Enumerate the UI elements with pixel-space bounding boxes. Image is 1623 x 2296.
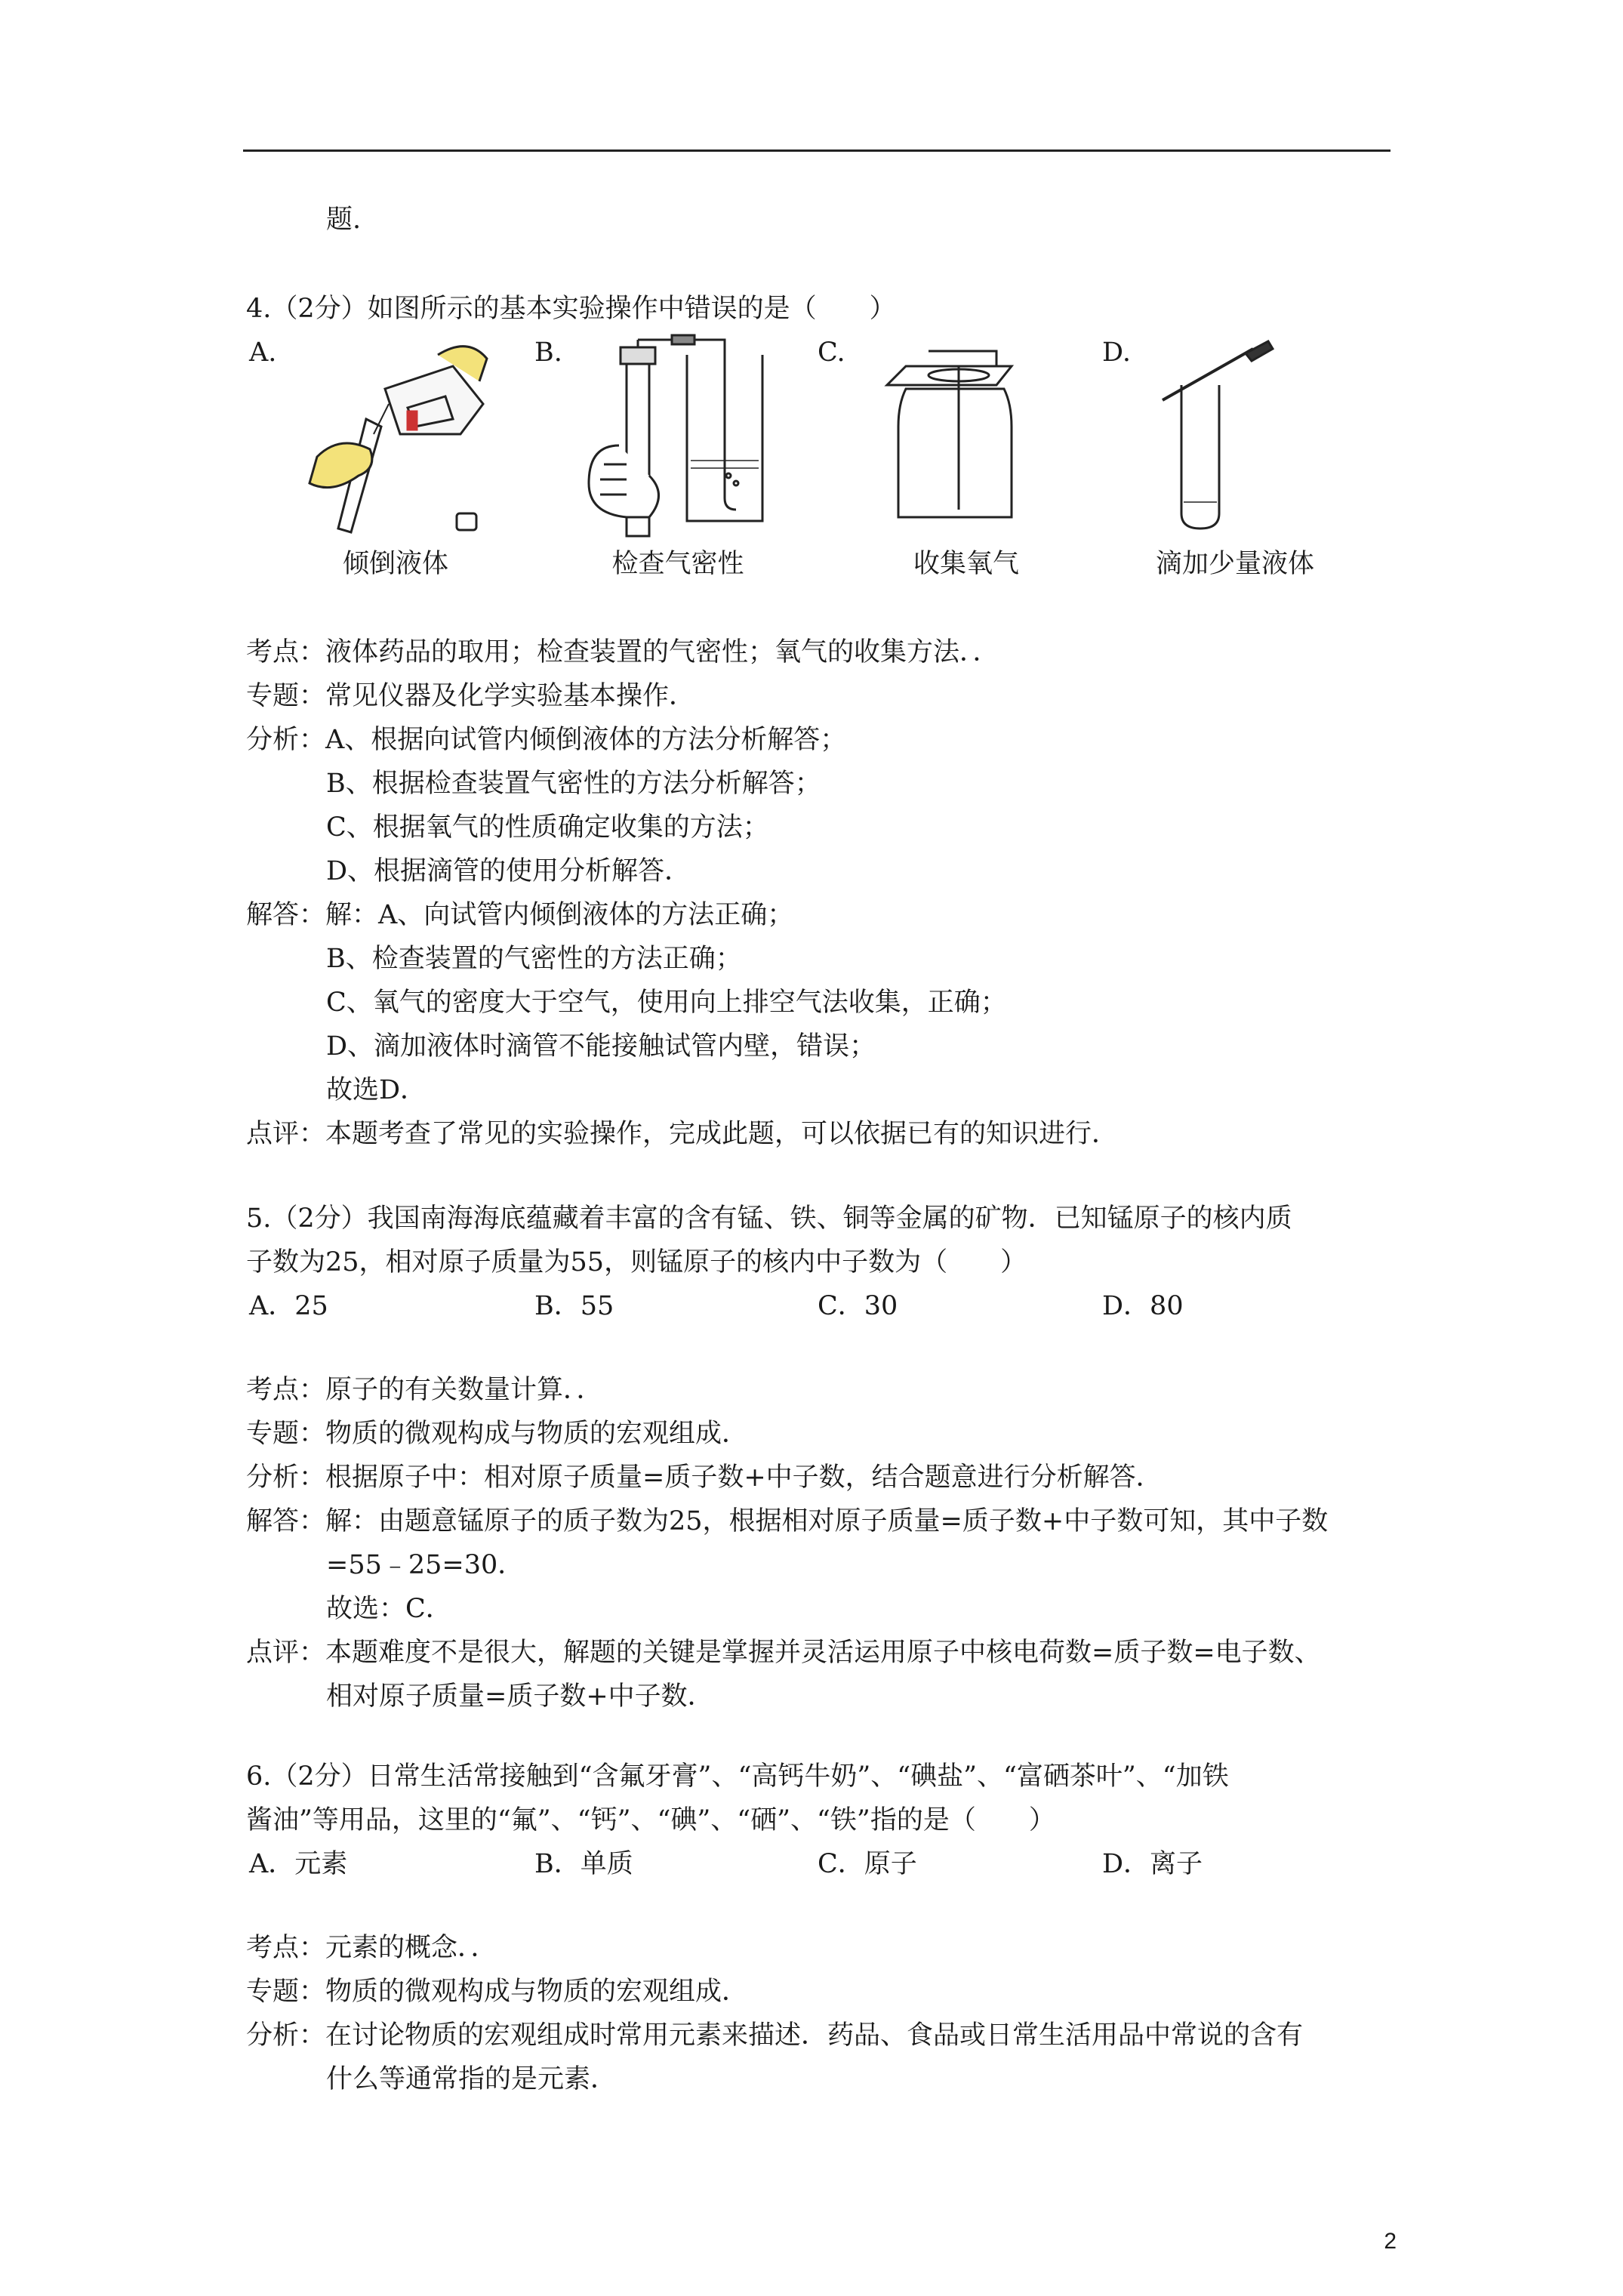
- q4-jieda-line-3: C、氧气的密度大于空气，使用向上排空气法收集，正确；: [326, 988, 1007, 1018]
- q4-jieda-line-2: B、检查装置的气密性的方法正确；: [326, 944, 742, 974]
- q4-caption-b: 检查气密性: [611, 549, 744, 579]
- q6-fenxi-line-2: 什么等通常指的是元素．: [326, 2064, 617, 2094]
- q6-option-a: A．元素: [249, 1849, 348, 1879]
- q4-fenxi-line-1: 分析：A、根据向试管内倾倒液体的方法分析解答；: [246, 725, 847, 755]
- header-rule: [243, 149, 1390, 152]
- q4-zhuanti: 专题：常见仪器及化学实验基本操作．: [246, 681, 696, 711]
- q4-option-d-letter: D.: [1102, 337, 1131, 368]
- q4-fenxi-line-4: D、根据滴管的使用分析解答．: [326, 856, 691, 886]
- q5-jieda-line-2: =55﹣25=30．: [326, 1550, 525, 1580]
- q5-option-a: A．25: [249, 1291, 328, 1321]
- page-number: 2: [1384, 2229, 1397, 2254]
- q4-caption-d: 滴加少量液体: [1155, 549, 1314, 579]
- dropper-figure: [1140, 340, 1291, 536]
- q6-zhuanti: 专题：物质的微观构成与物质的宏观组成．: [246, 1977, 749, 2007]
- q4-jieda-line-4: D、滴加液体时滴管不能接触试管内壁，错误；: [326, 1031, 876, 1062]
- q6-kaodian: 考点：元素的概念．．: [246, 1933, 497, 1963]
- q4-kaodian: 考点：液体药品的取用；检查装置的气密性；氧气的收集方法．．: [246, 637, 999, 667]
- q6-option-b: B．单质: [534, 1849, 633, 1879]
- q4-jieda-line-5: 故选D．: [326, 1075, 427, 1105]
- q5-dianping-line-1: 点评：本题难度不是很大，解题的关键是掌握并灵活运用原子中核电荷数=质子数=电子数、: [246, 1638, 1321, 1668]
- q5-jieda-line-3: 故选：C．: [326, 1594, 452, 1624]
- q5-stem-line-2: 子数为25，相对原子质量为55，则锰原子的核内中子数为（ ）: [246, 1247, 1027, 1277]
- q5-option-d: D．80: [1102, 1291, 1184, 1321]
- q4-fenxi-line-3: C、根据氧气的性质确定收集的方法；: [326, 812, 769, 843]
- q4-option-b-letter: B.: [534, 337, 562, 368]
- q6-stem-line-1: 6.（2分）日常生活常接触到“含氟牙膏”、“高钙牛奶”、“碘盐”、“富硒茶叶”、“加铁: [246, 1761, 1229, 1792]
- q5-stem-line-1: 5.（2分）我国南海海底蕴藏着丰富的含有锰、铁、铜等金属的矿物．已知锰原子的核内质: [246, 1203, 1292, 1234]
- q4-caption-c: 收集氧气: [913, 549, 1019, 579]
- carryover-text: 题.: [326, 205, 362, 235]
- q5-zhuanti: 专题：物质的微观构成与物质的宏观组成．: [246, 1419, 749, 1449]
- q5-kaodian: 考点：原子的有关数量计算．．: [246, 1375, 603, 1405]
- q6-option-d: D．离子: [1102, 1849, 1203, 1879]
- q5-option-b: B．55: [534, 1291, 614, 1321]
- q4-option-a-letter: A.: [249, 337, 277, 368]
- q6-stem-line-2: 酱油”等用品，这里的“氟”、“钙”、“碘”、“硒”、“铁”指的是（ ）: [246, 1805, 1055, 1835]
- airtightness-figure: [574, 332, 778, 544]
- q6-option-c: C．原子: [818, 1849, 917, 1879]
- q6-fenxi-line-1: 分析：在讨论物质的宏观组成时常用元素来描述．药品、食品或日常生活用品中常说的含有: [246, 2020, 1304, 2051]
- q5-dianping-line-2: 相对原子质量=质子数+中子数．: [326, 1681, 714, 1712]
- oxygen-collection-figure: [883, 344, 1019, 532]
- q5-fenxi: 分析：根据原子中：相对原子质量=质子数+中子数，结合题意进行分析解答．: [246, 1462, 1163, 1493]
- q5-option-c: C．30: [818, 1291, 898, 1321]
- q4-option-c-letter: C.: [818, 337, 845, 368]
- q5-jieda-line-1: 解答：解：由题意锰原子的质子数为25，根据相对原子质量=质子数+中子数可知，其中子数: [246, 1506, 1329, 1536]
- q4-jieda-line-1: 解答：解：A、向试管内倾倒液体的方法正确；: [246, 900, 794, 930]
- q4-fenxi-line-2: B、根据检查装置气密性的方法分析解答；: [326, 769, 821, 799]
- q4-dianping: 点评：本题考查了常见的实验操作，完成此题，可以依据已有的知识进行．: [246, 1119, 1119, 1149]
- q4-stem: 4.（2分）如图所示的基本实验操作中错误的是（ ）: [246, 294, 896, 324]
- q4-caption-a: 倾倒液体: [342, 549, 448, 579]
- pouring-liquid-figure: [294, 336, 498, 540]
